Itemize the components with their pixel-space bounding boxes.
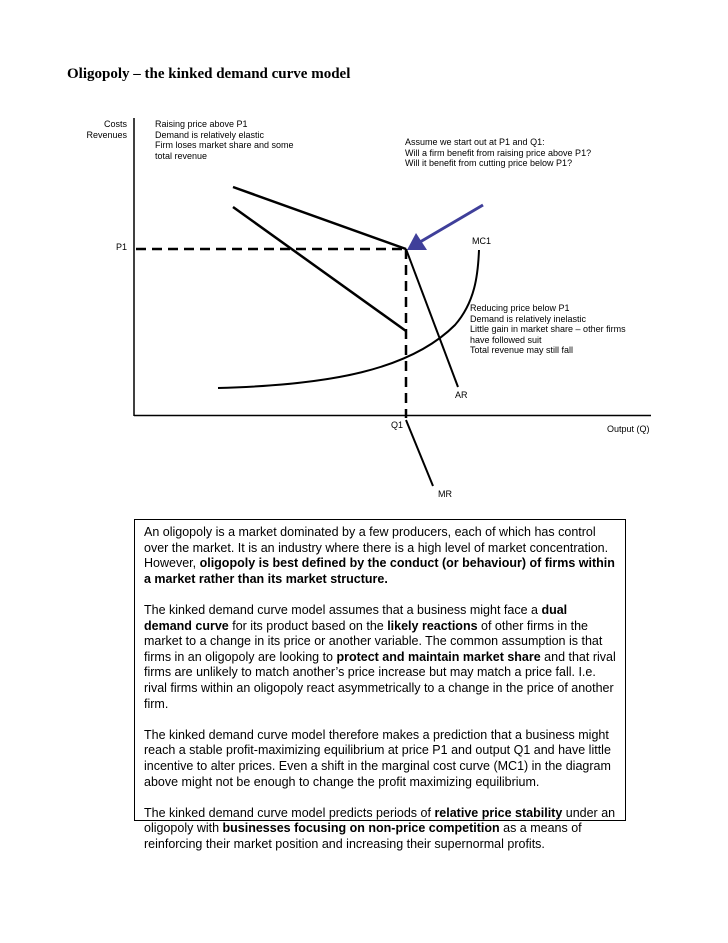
bold-text: protect and maintain market share [336, 649, 541, 664]
text-run: under an oligopoly with [144, 805, 616, 836]
mr-curve-upper [233, 207, 406, 331]
bold-text: businesses focusing on non-price competition [222, 821, 500, 836]
bold-text: dual demand curve [144, 602, 568, 633]
arrow-head [407, 233, 427, 250]
reducing-price-note [470, 303, 626, 356]
note-line: Little gain in market share – other firms [470, 324, 626, 334]
ar-curve-upper [233, 187, 406, 249]
y-axis-label-line: Costs [103, 119, 127, 129]
note-line: Total revenue may still fall [470, 345, 574, 355]
p1-label: P1 [116, 242, 128, 252]
assumption-note [405, 137, 591, 169]
note-line: have followed suit [470, 334, 542, 345]
mr-label: MR [438, 489, 452, 499]
note-line: Raising price above P1 [155, 119, 248, 129]
mc1-label: MC1 [472, 236, 492, 246]
text-run: The kinked demand curve model assumes that a business might face a [144, 602, 542, 617]
note-line: total revenue [155, 150, 208, 161]
explanation-textbox [134, 519, 626, 851]
y-axis-label [86, 119, 127, 140]
text-run: The kinked demand curve model predicts periods of [144, 805, 435, 820]
note-line: Demand is relatively inelastic [470, 313, 587, 324]
note-line: Reducing price below P1 [470, 303, 570, 313]
explanation-paragraph [144, 806, 617, 853]
bold-text: oligopoly is best defined by the conduct (or behaviour) of firms within a market rather than its market structure. [144, 556, 615, 586]
text-run: for its product based on the [228, 618, 388, 633]
text-run: as a means of reinforcing their market position and increasing their supernormal profits. [144, 821, 582, 851]
mc1-curve [218, 250, 479, 388]
note-line: Assume we start out at P1 and Q1: [405, 137, 545, 147]
ar-curve-lower [406, 249, 458, 387]
note-line: Will it benefit from cutting price below P1? [405, 158, 573, 168]
text-run: An oligopoly is a market dominated by a few producers, each of which has control over the market. It is an industry where there is a high level of market concentration. However, [144, 525, 609, 571]
note-line: Firm loses market share and some [155, 140, 294, 150]
x-axis-label: Output (Q) [607, 424, 650, 434]
page-title: Oligopoly – the kinked demand curve model [67, 66, 351, 82]
y-axis-label-line: Revenues [86, 129, 127, 140]
text-run: of other firms in the market to a change in its price or another variable. The common assumption is that firms in an oligopoly are looking to [144, 618, 603, 664]
ar-label: AR [455, 390, 468, 400]
bold-text: relative price stability [434, 805, 563, 820]
text-run: and that rival firms are unlikely to match another’s price increase but may match a price fall. I.e. rival firms within an oligopoly react asymmetrically to a change in the price of another firm. [144, 649, 616, 711]
q1-label: Q1 [391, 420, 404, 430]
text-run: The kinked demand curve model therefore makes a prediction that a business might reach a stable profit-maximizing equilibrium at price P1 and output Q1 and have little incentive to alter prices. Even a shift in the marginal cost curve (MC1) in the diagram above might not be enough to change the profit maximizing equilibrium. [144, 727, 611, 789]
note-line: Demand is relatively elastic [155, 129, 265, 140]
explanation-paragraph [144, 525, 617, 587]
explanation-paragraph [144, 728, 617, 790]
bold-text: likely reactions [387, 618, 478, 633]
note-line: Will a firm benefit from raising price above P1? [405, 147, 592, 158]
raising-price-note [155, 119, 294, 161]
explanation-paragraph [144, 603, 617, 712]
mr-curve-lower [406, 420, 433, 486]
